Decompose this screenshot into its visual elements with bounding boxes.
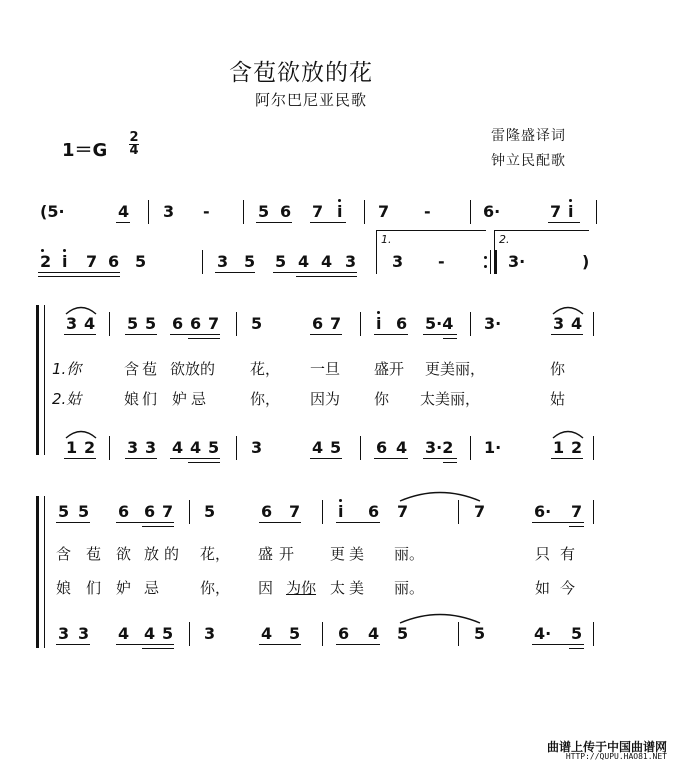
barline	[189, 622, 190, 646]
underline	[64, 334, 96, 335]
note: 5	[251, 314, 263, 333]
underline	[116, 222, 130, 223]
note: 3	[204, 624, 216, 643]
barline	[360, 436, 361, 460]
lyric: 含苞	[124, 360, 161, 378]
note: 5	[162, 624, 174, 643]
note: 4	[190, 438, 202, 457]
note: 6	[144, 502, 156, 521]
note: 2	[571, 438, 583, 457]
lyric: 盛开	[374, 360, 405, 378]
barline	[470, 200, 471, 224]
note: 5	[127, 314, 139, 333]
barline	[236, 436, 237, 460]
repeat-barline	[490, 250, 491, 274]
dash: -	[438, 252, 445, 271]
lyric: 们	[86, 579, 102, 597]
note: i	[338, 502, 344, 521]
lyric: 姑	[550, 390, 566, 408]
note: 3	[392, 252, 404, 271]
underline	[551, 458, 583, 459]
underline	[374, 334, 408, 335]
underline	[310, 222, 346, 223]
underline	[56, 522, 90, 523]
note: 3·2	[425, 438, 454, 457]
volta-1-label: 1.	[381, 233, 392, 246]
note: 4	[118, 202, 130, 221]
system-bracket	[44, 305, 45, 455]
lyric: 花，	[250, 360, 281, 378]
barline	[470, 312, 471, 336]
lyric: 更美丽，	[425, 360, 486, 378]
underline	[310, 334, 342, 335]
note: 5	[275, 252, 287, 271]
underline	[38, 272, 120, 273]
note: 3·	[484, 314, 502, 333]
lyric: 含	[56, 545, 72, 563]
note: 3	[251, 438, 263, 457]
lyric: 太美	[330, 579, 369, 597]
paren: )	[582, 252, 590, 271]
underline	[125, 334, 157, 335]
song-title: 含苞欲放的花	[229, 60, 373, 86]
note: 1·	[484, 438, 502, 457]
barline	[189, 500, 190, 524]
note: 3	[553, 314, 565, 333]
note: 5	[244, 252, 256, 271]
underline	[142, 648, 174, 649]
lyric: 因	[258, 579, 274, 597]
volta-bracket	[494, 230, 495, 250]
note: 5·4	[425, 314, 454, 333]
underline	[336, 644, 380, 645]
underline	[273, 272, 357, 273]
note: 7	[330, 314, 342, 333]
time-top: 2	[129, 130, 139, 145]
lyric: 放	[144, 545, 160, 563]
barline	[243, 200, 244, 224]
note: i	[337, 202, 343, 221]
note: 6·	[483, 202, 501, 221]
time-signature	[129, 132, 139, 157]
note: 7	[474, 502, 486, 521]
lyric: 更美	[330, 545, 369, 563]
note: 3	[163, 202, 175, 221]
note: 6	[396, 314, 408, 333]
barline	[109, 312, 110, 336]
note: 4	[298, 252, 310, 271]
note: 7	[378, 202, 390, 221]
note: 4	[84, 314, 96, 333]
underline	[56, 644, 90, 645]
underline	[116, 644, 174, 645]
underline	[215, 272, 255, 273]
high-octave-dot	[63, 249, 66, 252]
note: 6	[108, 252, 120, 271]
note: 5	[135, 252, 147, 271]
barline	[364, 200, 365, 224]
lyric: 你	[374, 390, 390, 408]
slur	[64, 303, 98, 315]
underline	[64, 458, 96, 459]
note: 2	[84, 438, 96, 457]
lyric: 为你	[286, 579, 317, 597]
lyric: 盛开	[258, 545, 301, 563]
underline	[188, 338, 220, 339]
underline	[443, 338, 457, 339]
note: 6	[312, 314, 324, 333]
barline	[458, 622, 459, 646]
note: i	[376, 314, 382, 333]
note: 5	[78, 502, 90, 521]
system-bracket	[36, 305, 39, 455]
volta-bracket	[376, 230, 486, 231]
lyric: 娘们	[124, 390, 161, 408]
lyricist-credit: 雷隆盛译词	[491, 128, 566, 144]
barline	[593, 436, 594, 460]
note: 3	[58, 624, 70, 643]
note: 7	[162, 502, 174, 521]
lyric: 苞	[86, 545, 102, 563]
note: 4	[396, 438, 408, 457]
lyric: 丽。	[394, 579, 425, 597]
arranger-credit: 钟立民配歌	[491, 153, 566, 169]
note: 5	[208, 438, 220, 457]
underline	[259, 644, 301, 645]
time-bottom: 4	[129, 143, 139, 158]
lyric: 太美丽，	[420, 390, 481, 408]
barline	[322, 622, 323, 646]
note: 3	[127, 438, 139, 457]
underline	[551, 334, 583, 335]
note: 4	[118, 624, 130, 643]
note: 6	[338, 624, 350, 643]
underline	[443, 462, 457, 463]
lyric: 妒	[116, 579, 132, 597]
note: 5	[397, 624, 409, 643]
barline	[596, 200, 597, 224]
note: 7	[289, 502, 301, 521]
note: 4	[144, 624, 156, 643]
note: 3·	[508, 252, 526, 271]
note: 7	[86, 252, 98, 271]
barline	[322, 500, 323, 524]
barline	[376, 250, 377, 274]
lyric: 花，	[200, 545, 231, 563]
note: 5	[571, 624, 583, 643]
underline	[116, 522, 174, 523]
lyric: 只有	[535, 545, 586, 563]
note: 3	[78, 624, 90, 643]
note: 7	[312, 202, 324, 221]
dash: -	[424, 202, 431, 221]
lyric: 的	[164, 545, 180, 563]
watermark-text: 曲谱上传于中国曲谱网	[546, 740, 667, 754]
underline	[532, 522, 584, 523]
note: 5	[289, 624, 301, 643]
note: 4	[172, 438, 184, 457]
tie	[398, 488, 482, 502]
barline	[236, 312, 237, 336]
underline	[259, 522, 301, 523]
watermark-url: HTTP://QUPU.HAO81.NET	[565, 752, 667, 761]
note: 1	[553, 438, 565, 457]
barline	[593, 500, 594, 524]
barline	[593, 622, 594, 646]
tie	[398, 610, 482, 624]
note: 6·	[534, 502, 552, 521]
underline	[188, 462, 220, 463]
slur	[551, 427, 585, 439]
barline	[360, 312, 361, 336]
underline	[170, 458, 220, 459]
note: 6	[261, 502, 273, 521]
lyric: 你	[550, 360, 566, 378]
underline	[532, 644, 584, 645]
note: 6	[190, 314, 202, 333]
dash: -	[203, 202, 210, 221]
lyric: 你，	[250, 390, 281, 408]
lyric: 娘	[56, 579, 72, 597]
note: 5	[258, 202, 270, 221]
note: 3	[217, 252, 229, 271]
underline	[569, 648, 584, 649]
underline	[423, 334, 457, 335]
note: 4	[261, 624, 273, 643]
lyric: 如今	[535, 579, 586, 597]
repeat-dot	[484, 256, 487, 259]
lyric: 你，	[200, 579, 231, 597]
note: 2	[40, 252, 52, 271]
underline	[336, 522, 380, 523]
volta-2-label: 2.	[499, 233, 510, 246]
barline	[202, 250, 203, 274]
note: 5	[58, 502, 70, 521]
note: 7	[208, 314, 220, 333]
underline	[125, 458, 157, 459]
high-octave-dot	[377, 311, 380, 314]
note: (5·	[40, 202, 65, 221]
underline	[38, 276, 120, 277]
note: 1	[66, 438, 78, 457]
note: 5	[330, 438, 342, 457]
lyric: 丽。	[394, 545, 425, 563]
system-bracket	[36, 496, 39, 648]
song-subtitle: 阿尔巴尼亚民歌	[255, 91, 368, 109]
note: 5	[474, 624, 486, 643]
note: 3	[145, 438, 157, 457]
barline	[458, 500, 459, 524]
lyric: 2.姑	[52, 390, 82, 408]
barline	[148, 200, 149, 224]
note: 7	[550, 202, 562, 221]
note: 5	[204, 502, 216, 521]
underline	[374, 458, 408, 459]
lyric: 欲放的	[170, 360, 216, 378]
barline	[470, 436, 471, 460]
volta-bracket	[376, 230, 377, 250]
repeat-barline-thick	[494, 250, 497, 274]
note: 3	[345, 252, 357, 271]
underline	[423, 458, 457, 459]
note: 6	[368, 502, 380, 521]
barline	[593, 312, 594, 336]
note: 4·	[534, 624, 552, 643]
note: 6	[376, 438, 388, 457]
note: 3	[66, 314, 78, 333]
lyric: 忌	[144, 579, 160, 597]
lyric: 一旦	[310, 360, 341, 378]
slur	[551, 303, 585, 315]
slur	[64, 427, 98, 439]
high-octave-dot	[41, 249, 44, 252]
high-octave-dot	[569, 199, 572, 202]
key-signature: 1＝G	[62, 140, 108, 161]
high-octave-dot	[339, 499, 342, 502]
underline	[310, 458, 342, 459]
lyric: 1.你	[52, 360, 82, 378]
note: 5	[145, 314, 157, 333]
underline	[142, 526, 174, 527]
note: 6	[172, 314, 184, 333]
barline	[109, 436, 110, 460]
underline	[569, 526, 584, 527]
lyric: 妒忌	[172, 390, 211, 408]
note: 4	[368, 624, 380, 643]
note: 7	[397, 502, 409, 521]
note: 6	[280, 202, 292, 221]
note: 4	[312, 438, 324, 457]
lyric: 欲	[116, 545, 132, 563]
lyric: 因为	[310, 390, 341, 408]
system-bracket	[44, 496, 45, 648]
underline	[548, 222, 580, 223]
underline	[256, 222, 292, 223]
underline	[170, 334, 220, 335]
volta-bracket	[494, 230, 589, 231]
underline	[296, 276, 357, 277]
high-octave-dot	[338, 199, 341, 202]
note: i	[568, 202, 574, 221]
note: 4	[321, 252, 333, 271]
repeat-dot	[484, 265, 487, 268]
note: 7	[571, 502, 583, 521]
note: 6	[118, 502, 130, 521]
note: i	[62, 252, 68, 271]
note: 4	[571, 314, 583, 333]
